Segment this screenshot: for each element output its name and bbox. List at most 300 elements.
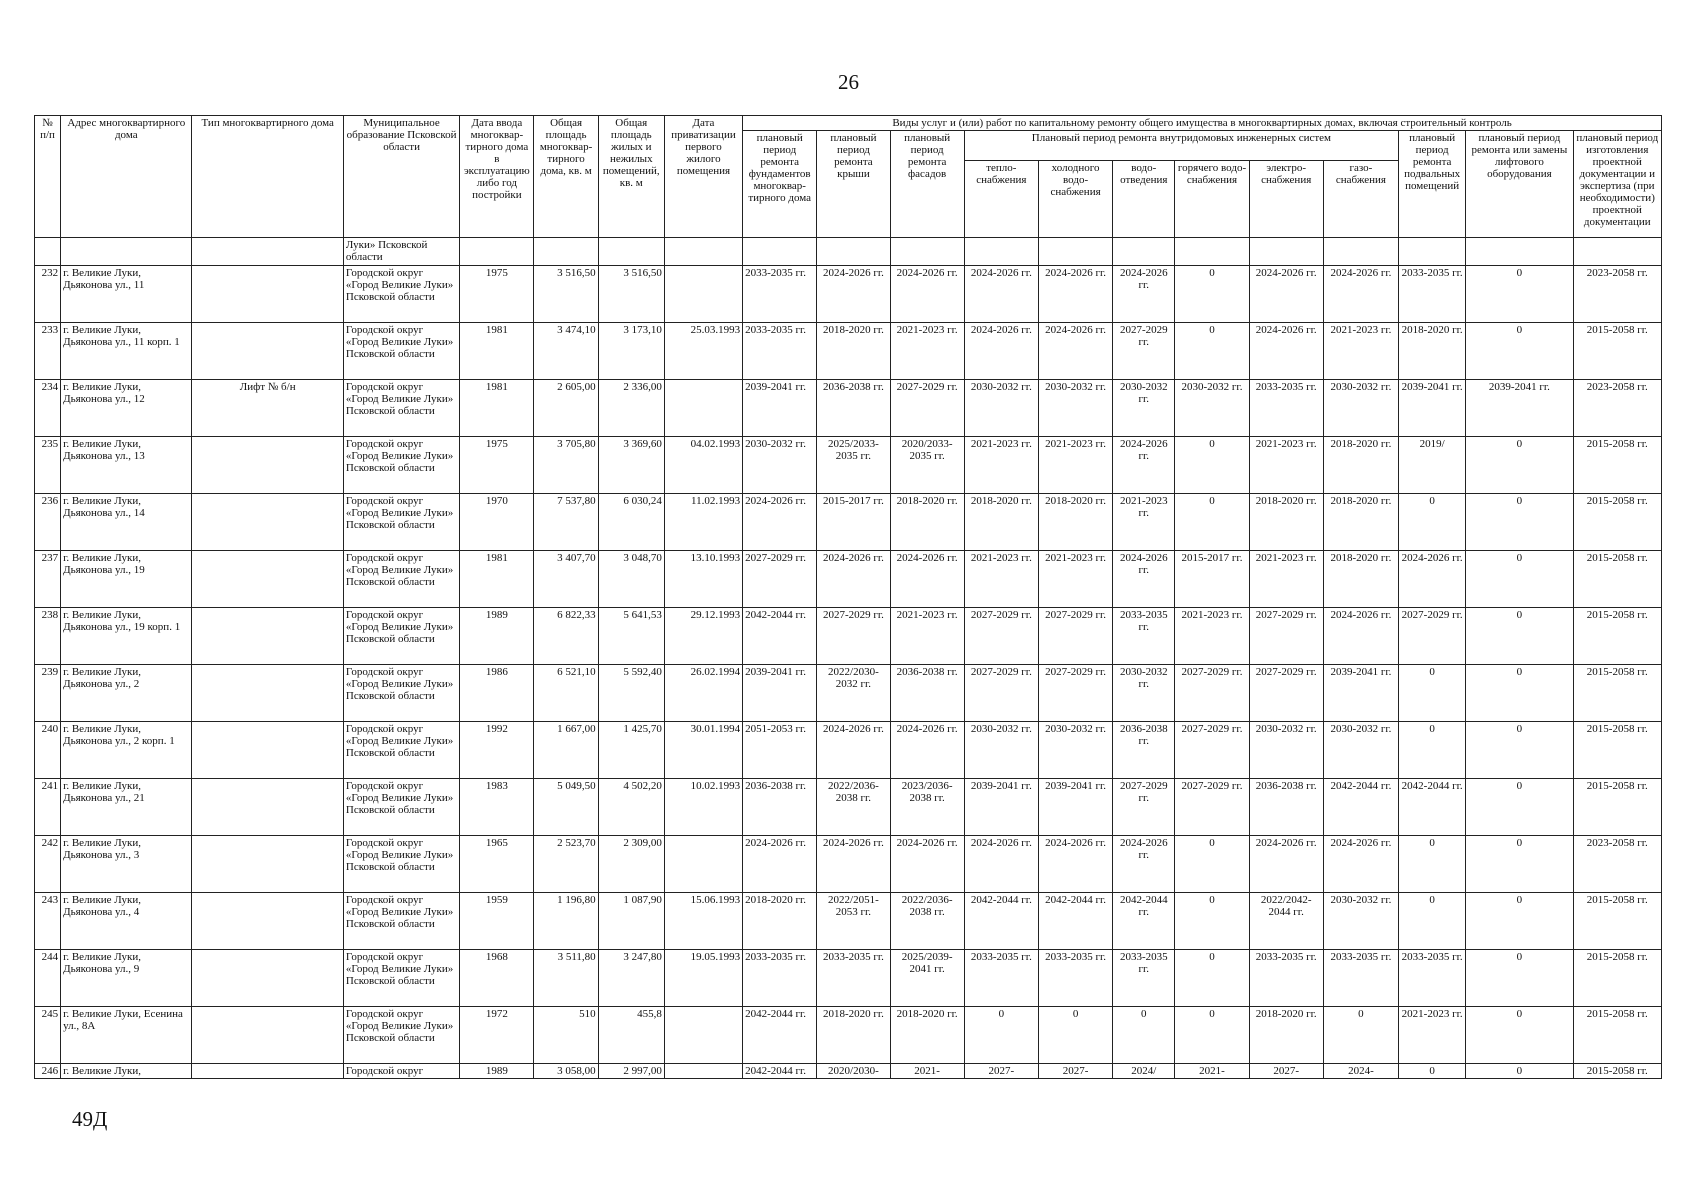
cell-elevator: 0	[1466, 266, 1573, 323]
cell-electric: 2033-2035 гг.	[1249, 380, 1323, 437]
header-num: № п/п	[35, 116, 61, 238]
cell-sewage: 2024/	[1113, 1064, 1175, 1079]
cell-num: 240	[35, 722, 61, 779]
cell-heat: 2039-2041 гг.	[964, 779, 1038, 836]
cell-hot-water: 0	[1175, 836, 1249, 893]
cell-foundation: 2027-2029 гг.	[743, 551, 817, 608]
cell-total-area: 3 407,70	[534, 551, 598, 608]
cell-cold-water: 2024-2026 гг.	[1038, 836, 1112, 893]
cell-electric: 2036-2038 гг.	[1249, 779, 1323, 836]
cell-heat: 2030-2032 гг.	[964, 380, 1038, 437]
header-roof: плановый период ремонта крыши	[817, 131, 890, 238]
cell-gas: 2024-2026 гг.	[1323, 266, 1398, 323]
cell-cold-water: 2039-2041 гг.	[1038, 779, 1112, 836]
cell-foundation: 2042-2044 гг.	[743, 608, 817, 665]
cell-heat: 2021-2023 гг.	[964, 437, 1038, 494]
cell-address: г. Великие Луки,	[61, 1064, 192, 1079]
page-number: 26	[838, 70, 859, 94]
cell-roof: 2022/2030-2032 гг.	[817, 665, 890, 722]
header-foundation: плановый период ремонта фундаментов многоквар-тирного дома	[743, 131, 817, 238]
cell-privatization-date: 15.06.1993	[664, 893, 742, 950]
cell-hot-water: 2027-2029 гг.	[1175, 779, 1249, 836]
cell-elevator: 0	[1466, 950, 1573, 1007]
cell-total-area: 2 605,00	[534, 380, 598, 437]
cell-num: 233	[35, 323, 61, 380]
cell-sewage: 2030-2032 гг.	[1113, 380, 1175, 437]
cell-type	[192, 494, 343, 551]
cell-elevator: 0	[1466, 437, 1573, 494]
cell-roof: 2027-2029 гг.	[817, 608, 890, 665]
cell-electric: 2027-	[1249, 1064, 1323, 1079]
cell-total-area: 6 521,10	[534, 665, 598, 722]
cell-gas: 2024-2026 гг.	[1323, 836, 1398, 893]
cell-year: 1981	[460, 323, 534, 380]
cell-cold-water: 2027-	[1038, 1064, 1112, 1079]
cell-heat: 2018-2020 гг.	[964, 494, 1038, 551]
cell-num: 242	[35, 836, 61, 893]
cell-num: 236	[35, 494, 61, 551]
cell-heat: 2042-2044 гг.	[964, 893, 1038, 950]
cell-year: 1983	[460, 779, 534, 836]
header-design-docs: плановый период изготовления проектной документации и экспертиза (при необходимости) проектной документации	[1573, 131, 1661, 238]
cell-privatization-date: 29.12.1993	[664, 608, 742, 665]
cell-design-docs: 2015-2058 гг.	[1573, 950, 1661, 1007]
cell-municipality: Городской округ «Город Великие Луки» Псковской области	[343, 950, 459, 1007]
cell-municipality: Городской округ	[343, 1064, 459, 1079]
cell-type	[192, 323, 343, 380]
header-municipality: Муниципальное образование Псковской области	[343, 116, 459, 238]
table-row	[35, 608, 1662, 665]
cell-municipality: Городской округ «Город Великие Луки» Псковской области	[343, 437, 459, 494]
cell-design-docs: 2015-2058 гг.	[1573, 323, 1661, 380]
cell-basement: 0	[1399, 722, 1466, 779]
cell-sewage: 2030-2032 гг.	[1113, 665, 1175, 722]
cell-gas: 2024-	[1323, 1064, 1398, 1079]
cell-privatization-date: 19.05.1993	[664, 950, 742, 1007]
cell-electric: 2021-2023 гг.	[1249, 437, 1323, 494]
cell-privatization-date: 30.01.1994	[664, 722, 742, 779]
cell-basement: 2019/	[1399, 437, 1466, 494]
cell-address: г. Великие Луки, Дьяконова ул., 19 корп. 1	[61, 608, 192, 665]
header-services-group: Виды услуг и (или) работ по капитальному ремонту общего имущества в многоквартирных домах, включая строительный контроль	[743, 116, 1662, 131]
cell-electric: 2024-2026 гг.	[1249, 266, 1323, 323]
cell-sewage: 2042-2044 гг.	[1113, 893, 1175, 950]
cell-roof: 2022/2051-2053 гг.	[817, 893, 890, 950]
cell-cold-water: 2033-2035 гг.	[1038, 950, 1112, 1007]
cell-hot-water: 2030-2032 гг.	[1175, 380, 1249, 437]
table-row	[35, 779, 1662, 836]
cell-gas: 2018-2020 гг.	[1323, 551, 1398, 608]
cell-roof: 2024-2026 гг.	[817, 266, 890, 323]
cell-num: 237	[35, 551, 61, 608]
cell-sewage: 2024-2026 гг.	[1113, 836, 1175, 893]
cell-privatization-date	[664, 1064, 742, 1079]
cell-hot-water: 0	[1175, 893, 1249, 950]
cell-hot-water: 0	[1175, 950, 1249, 1007]
cell-type	[192, 1007, 343, 1064]
cell-roof: 2036-2038 гг.	[817, 380, 890, 437]
cell-sewage: 2033-2035 гг.	[1113, 608, 1175, 665]
cell-cold-water: 2021-2023 гг.	[1038, 551, 1112, 608]
cell-living-area: 2 997,00	[598, 1064, 664, 1079]
cell-elevator: 0	[1466, 608, 1573, 665]
capital-repair-table	[34, 115, 1662, 1079]
cell-num: 246	[35, 1064, 61, 1079]
header-address: Адрес многоквартирного дома	[61, 116, 192, 238]
cell-year: 1959	[460, 893, 534, 950]
table-row	[35, 323, 1662, 380]
cell-basement: 2039-2041 гг.	[1399, 380, 1466, 437]
cell-heat: 2027-2029 гг.	[964, 608, 1038, 665]
cell-living-area: 1 087,90	[598, 893, 664, 950]
cell-roof: 2024-2026 гг.	[817, 551, 890, 608]
cell-sewage: 0	[1113, 1007, 1175, 1064]
cell-num: 241	[35, 779, 61, 836]
cell-foundation: 2042-2044 гг.	[743, 1064, 817, 1079]
cell-cold-water: 2030-2032 гг.	[1038, 722, 1112, 779]
cell-municipality: Городской округ «Город Великие Луки» Псковской области	[343, 551, 459, 608]
cell-privatization-date: 13.10.1993	[664, 551, 742, 608]
cell-num: 238	[35, 608, 61, 665]
cell-sewage: 2027-2029 гг.	[1113, 323, 1175, 380]
cell-design-docs: 2015-2058 гг.	[1573, 494, 1661, 551]
header-privatization-date: Дата приватизации первого жилого помещения	[664, 116, 742, 238]
cell-roof: 2025/2033-2035 гг.	[817, 437, 890, 494]
header-sewage: водо-отведения	[1113, 160, 1175, 237]
cell-year: 1970	[460, 494, 534, 551]
table-row	[35, 950, 1662, 1007]
table-row	[35, 266, 1662, 323]
header-basement: плановый период ремонта подвальных помещений	[1399, 131, 1466, 238]
cell-hot-water: 0	[1175, 1007, 1249, 1064]
cell-living-area: 6 030,24	[598, 494, 664, 551]
header-heat: тепло-снабжения	[964, 160, 1038, 237]
cell-hot-water: 2021-2023 гг.	[1175, 608, 1249, 665]
header-gas: газо-снабжения	[1323, 160, 1398, 237]
cell-total-area: 1 667,00	[534, 722, 598, 779]
cell-address: г. Великие Луки, Дьяконова ул., 13	[61, 437, 192, 494]
cell-elevator: 2039-2041 гг.	[1466, 380, 1573, 437]
cell-hot-water: 0	[1175, 266, 1249, 323]
cell-electric: 2018-2020 гг.	[1249, 1007, 1323, 1064]
cell-address: г. Великие Луки, Дьяконова ул., 4	[61, 893, 192, 950]
cell-privatization-date	[664, 380, 742, 437]
cell-privatization-date: 10.02.1993	[664, 779, 742, 836]
cell-municipality: Городской округ «Город Великие Луки» Псковской области	[343, 665, 459, 722]
cell-year: 1972	[460, 1007, 534, 1064]
cell-num: 243	[35, 893, 61, 950]
cell-facade: 2025/2039-2041 гг.	[890, 950, 964, 1007]
table-row	[35, 380, 1662, 437]
cell-foundation: 2018-2020 гг.	[743, 893, 817, 950]
cell-elevator: 0	[1466, 551, 1573, 608]
cell-hot-water: 0	[1175, 323, 1249, 380]
cell-living-area: 3 247,80	[598, 950, 664, 1007]
cell-roof: 2020/2030-	[817, 1064, 890, 1079]
cell-hot-water: 0	[1175, 494, 1249, 551]
cell-foundation: 2033-2035 гг.	[743, 266, 817, 323]
cell-year: 1992	[460, 722, 534, 779]
cell-basement: 2018-2020 гг.	[1399, 323, 1466, 380]
cell-design-docs: 2015-2058 гг.	[1573, 722, 1661, 779]
cell-type	[192, 950, 343, 1007]
cell-foundation: 2039-2041 гг.	[743, 665, 817, 722]
cell-electric: 2018-2020 гг.	[1249, 494, 1323, 551]
cell-living-area: 1 425,70	[598, 722, 664, 779]
cell-cold-water: 2021-2023 гг.	[1038, 437, 1112, 494]
cell-type	[192, 551, 343, 608]
cell-facade: 2024-2026 гг.	[890, 722, 964, 779]
header-hot-water: горячего водо-снабжения	[1175, 160, 1249, 237]
header-engineering-group: Плановый период ремонта внутридомовых инженерных систем	[964, 131, 1398, 161]
cell-address: г. Великие Луки, Дьяконова ул., 11	[61, 266, 192, 323]
cell-gas: 2042-2044 гг.	[1323, 779, 1398, 836]
cell-living-area: 455,8	[598, 1007, 664, 1064]
cell-type	[192, 608, 343, 665]
cell-type	[192, 779, 343, 836]
cell-electric: 2021-2023 гг.	[1249, 551, 1323, 608]
cell-privatization-date: 04.02.1993	[664, 437, 742, 494]
cell-gas: 2033-2035 гг.	[1323, 950, 1398, 1007]
cell-elevator: 0	[1466, 323, 1573, 380]
cell-facade: 2024-2026 гг.	[890, 266, 964, 323]
cell-total-area: 6 822,33	[534, 608, 598, 665]
cell-year: 1965	[460, 836, 534, 893]
cell-municipality: Городской округ «Город Великие Луки» Псковской области	[343, 1007, 459, 1064]
cell-cold-water: 2027-2029 гг.	[1038, 665, 1112, 722]
cell-design-docs: 2015-2058 гг.	[1573, 437, 1661, 494]
cell-roof: 2033-2035 гг.	[817, 950, 890, 1007]
continuation-row	[35, 238, 1662, 266]
cell-electric: 2027-2029 гг.	[1249, 608, 1323, 665]
cell-elevator: 0	[1466, 722, 1573, 779]
cell-gas: 2039-2041 гг.	[1323, 665, 1398, 722]
cell-design-docs: 2015-2058 гг.	[1573, 608, 1661, 665]
cell-num: 234	[35, 380, 61, 437]
cell-heat: 2030-2032 гг.	[964, 722, 1038, 779]
cell-municipality: Городской округ «Город Великие Луки» Псковской области	[343, 323, 459, 380]
cell-year: 1989	[460, 1064, 534, 1079]
cell-gas: 2024-2026 гг.	[1323, 608, 1398, 665]
cell-cold-water: 2030-2032 гг.	[1038, 380, 1112, 437]
cell-address: г. Великие Луки, Дьяконова ул., 12	[61, 380, 192, 437]
cell-heat: 2027-	[964, 1064, 1038, 1079]
header-total-area: Общая площадь многоквар-тирного дома, кв. м	[534, 116, 598, 238]
cell-design-docs: 2015-2058 гг.	[1573, 551, 1661, 608]
cell-sewage: 2021-2023 гг.	[1113, 494, 1175, 551]
cell-heat: 2027-2029 гг.	[964, 665, 1038, 722]
table-row	[35, 665, 1662, 722]
cell-facade: 2024-2026 гг.	[890, 551, 964, 608]
cell-municipality: Городской округ «Город Великие Луки» Псковской области	[343, 836, 459, 893]
cell-sewage: 2027-2029 гг.	[1113, 779, 1175, 836]
cell-address: г. Великие Луки, Дьяконова ул., 19	[61, 551, 192, 608]
cell-foundation: 2033-2035 гг.	[743, 950, 817, 1007]
cell-gas: 2018-2020 гг.	[1323, 494, 1398, 551]
cell-address: г. Великие Луки, Дьяконова ул., 3	[61, 836, 192, 893]
cell-basement: 0	[1399, 665, 1466, 722]
cell-design-docs: 2015-2058 гг.	[1573, 893, 1661, 950]
cell-elevator: 0	[1466, 779, 1573, 836]
cell-design-docs: 2023-2058 гг.	[1573, 266, 1661, 323]
cell-design-docs: 2023-2058 гг.	[1573, 380, 1661, 437]
cell-foundation: 2036-2038 гг.	[743, 779, 817, 836]
cell-heat: 2024-2026 гг.	[964, 836, 1038, 893]
cell-type: Лифт № б/н	[192, 380, 343, 437]
cell-type	[192, 437, 343, 494]
cell-type	[192, 893, 343, 950]
cell-facade: 2020/2033-2035 гг.	[890, 437, 964, 494]
cell-gas: 0	[1323, 1007, 1398, 1064]
cell-municipality: Городской округ «Город Великие Луки» Псковской области	[343, 779, 459, 836]
cell-year: 1986	[460, 665, 534, 722]
cell-gas: 2030-2032 гг.	[1323, 893, 1398, 950]
cell-roof: 2024-2026 гг.	[817, 722, 890, 779]
cell-municipality: Городской округ «Город Великие Луки» Псковской области	[343, 380, 459, 437]
cell-municipality: Городской округ «Город Великие Луки» Псковской области	[343, 893, 459, 950]
cell-basement: 2021-2023 гг.	[1399, 1007, 1466, 1064]
cell-foundation: 2042-2044 гг.	[743, 1007, 817, 1064]
cell-heat: 2024-2026 гг.	[964, 266, 1038, 323]
cell-cold-water: 2024-2026 гг.	[1038, 266, 1112, 323]
cell-gas: 2030-2032 гг.	[1323, 722, 1398, 779]
header-living-area: Общая площадь жилых и нежилых помещений, кв. м	[598, 116, 664, 238]
cell-total-area: 2 523,70	[534, 836, 598, 893]
cell-design-docs: 2015-2058 гг.	[1573, 665, 1661, 722]
cell-address: г. Великие Луки, Дьяконова ул., 2 корп. 1	[61, 722, 192, 779]
cell-facade: 2027-2029 гг.	[890, 380, 964, 437]
cell-electric: 2024-2026 гг.	[1249, 836, 1323, 893]
cell-gas: 2021-2023 гг.	[1323, 323, 1398, 380]
cell-privatization-date: 11.02.1993	[664, 494, 742, 551]
cell-electric: 2027-2029 гг.	[1249, 665, 1323, 722]
cell-living-area: 2 336,00	[598, 380, 664, 437]
cell-address: г. Великие Луки, Дьяконова ул., 9	[61, 950, 192, 1007]
cell-total-area: 510	[534, 1007, 598, 1064]
cell-basement: 2027-2029 гг.	[1399, 608, 1466, 665]
cell-roof: 2015-2017 гг.	[817, 494, 890, 551]
cell-facade: 2021-	[890, 1064, 964, 1079]
table-row	[35, 1007, 1662, 1064]
cell-type	[192, 836, 343, 893]
cell-total-area: 3 474,10	[534, 323, 598, 380]
cell-elevator: 0	[1466, 665, 1573, 722]
cell-design-docs: 2015-2058 гг.	[1573, 1064, 1661, 1079]
cell-living-area: 3 048,70	[598, 551, 664, 608]
cell-foundation: 2051-2053 гг.	[743, 722, 817, 779]
cell-privatization-date	[664, 266, 742, 323]
cell-address: г. Великие Луки, Дьяконова ул., 14	[61, 494, 192, 551]
cell-roof: 2018-2020 гг.	[817, 1007, 890, 1064]
cell-basement: 2033-2035 гг.	[1399, 950, 1466, 1007]
cell-sewage: 2036-2038 гг.	[1113, 722, 1175, 779]
cell-elevator: 0	[1466, 494, 1573, 551]
cell-design-docs: 2023-2058 гг.	[1573, 836, 1661, 893]
cell-municipality: Городской округ «Город Великие Луки» Псковской области	[343, 494, 459, 551]
cell-hot-water: 2015-2017 гг.	[1175, 551, 1249, 608]
cell-year: 1975	[460, 266, 534, 323]
cell-sewage: 2024-2026 гг.	[1113, 266, 1175, 323]
cell-design-docs: 2015-2058 гг.	[1573, 779, 1661, 836]
cell-heat: 0	[964, 1007, 1038, 1064]
cell-address: г. Великие Луки, Есенина ул., 8А	[61, 1007, 192, 1064]
cell-sewage: 2024-2026 гг.	[1113, 437, 1175, 494]
cell-year: 1968	[460, 950, 534, 1007]
continuation-municipality: Луки» Псковской области	[343, 238, 459, 266]
cell-electric: 2030-2032 гг.	[1249, 722, 1323, 779]
header-elevator: плановый период ремонта или замены лифтового оборудования	[1466, 131, 1573, 238]
cell-foundation: 2024-2026 гг.	[743, 836, 817, 893]
cell-foundation: 2024-2026 гг.	[743, 494, 817, 551]
cell-type	[192, 665, 343, 722]
cell-total-area: 3 058,00	[534, 1064, 598, 1079]
cell-basement: 0	[1399, 836, 1466, 893]
cell-privatization-date	[664, 836, 742, 893]
cell-privatization-date	[664, 1007, 742, 1064]
footer-code: 49Д	[72, 1107, 108, 1131]
cell-roof: 2024-2026 гг.	[817, 836, 890, 893]
cell-elevator: 0	[1466, 893, 1573, 950]
cell-privatization-date: 25.03.1993	[664, 323, 742, 380]
cell-basement: 2033-2035 гг.	[1399, 266, 1466, 323]
cell-heat: 2021-2023 гг.	[964, 551, 1038, 608]
cell-type	[192, 1064, 343, 1079]
cell-num: 245	[35, 1007, 61, 1064]
header-electric: электро-снабжения	[1249, 160, 1323, 237]
cell-sewage: 2024-2026 гг.	[1113, 551, 1175, 608]
cell-hot-water: 2021-	[1175, 1064, 1249, 1079]
cell-living-area: 2 309,00	[598, 836, 664, 893]
cell-sewage: 2033-2035 гг.	[1113, 950, 1175, 1007]
cell-gas: 2018-2020 гг.	[1323, 437, 1398, 494]
cell-cold-water: 2024-2026 гг.	[1038, 323, 1112, 380]
cell-electric: 2024-2026 гг.	[1249, 323, 1323, 380]
cell-year: 1989	[460, 608, 534, 665]
cell-design-docs: 2015-2058 гг.	[1573, 1007, 1661, 1064]
cell-living-area: 5 641,53	[598, 608, 664, 665]
cell-elevator: 0	[1466, 836, 1573, 893]
table-row	[35, 1064, 1662, 1079]
cell-roof: 2018-2020 гг.	[817, 323, 890, 380]
cell-elevator: 0	[1466, 1064, 1573, 1079]
cell-facade: 2022/2036-2038 гг.	[890, 893, 964, 950]
cell-foundation: 2039-2041 гг.	[743, 380, 817, 437]
cell-total-area: 3 516,50	[534, 266, 598, 323]
cell-basement: 0	[1399, 494, 1466, 551]
cell-cold-water: 2042-2044 гг.	[1038, 893, 1112, 950]
cell-total-area: 3 705,80	[534, 437, 598, 494]
cell-roof: 2022/2036-2038 гг.	[817, 779, 890, 836]
header-facade: плановый период ремонта фасадов	[890, 131, 964, 238]
cell-num: 244	[35, 950, 61, 1007]
cell-basement: 2024-2026 гг.	[1399, 551, 1466, 608]
cell-num: 239	[35, 665, 61, 722]
cell-heat: 2033-2035 гг.	[964, 950, 1038, 1007]
table-row	[35, 893, 1662, 950]
cell-basement: 0	[1399, 893, 1466, 950]
cell-facade: 2023/2036-2038 гг.	[890, 779, 964, 836]
cell-living-area: 3 369,60	[598, 437, 664, 494]
table-row	[35, 836, 1662, 893]
cell-living-area: 3 516,50	[598, 266, 664, 323]
cell-facade: 2021-2023 гг.	[890, 608, 964, 665]
table-row	[35, 437, 1662, 494]
cell-hot-water: 0	[1175, 437, 1249, 494]
cell-year: 1981	[460, 380, 534, 437]
cell-basement: 2042-2044 гг.	[1399, 779, 1466, 836]
cell-foundation: 2030-2032 гг.	[743, 437, 817, 494]
table-row	[35, 551, 1662, 608]
